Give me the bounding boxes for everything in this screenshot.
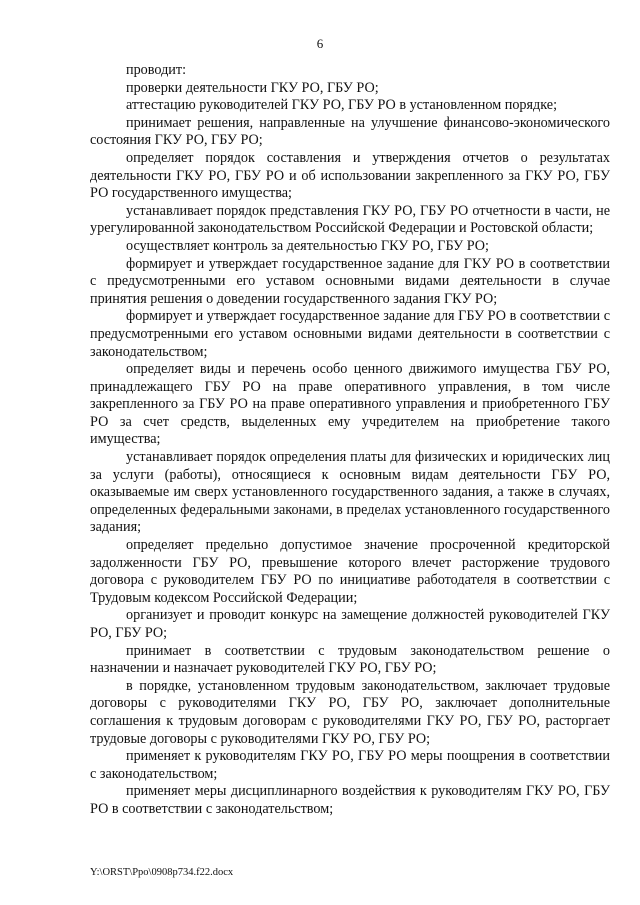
paragraph: устанавливает порядок представления ГКУ РО, ГБУ РО отчетности в части, не урегулированной законодательством Российской Федерации и Ростовской области; [90,202,610,237]
page-number: 6 [316,36,324,51]
paragraph: определяет предельно допустимое значение просроченной кредиторской задолженности ГБУ РО, превышение которого влечет расторжение трудового договора с руководителем ГБУ РО по инициативе работодателя в соответствии с Трудовым кодексом Российской Федерации; [90,537,610,606]
paragraph: в порядке, установленном трудовым законодательством, заключает трудовые договоры с руководителями ГКУ РО, ГБУ РО, заключает дополнительные соглашения к трудовым договорам с руководителями ГКУ РО, ГБУ РО, расторгает трудовые договоры с руководителями ГКУ РО, ГБУ РО; [90,677,610,747]
paragraph: проверки деятельности ГКУ РО, ГБУ РО; [126,79,379,96]
paragraph: организует и проводит конкурс на замещение должностей руководителей ГКУ РО, ГБУ РО; [90,607,610,641]
paragraph: аттестацию руководителей ГКУ РО, ГБУ РО в установленном порядке; [126,97,558,114]
paragraph: принимает в соответствии с трудовым законодательством решение о назначении и назначает руководителей ГКУ РО, ГБУ РО; [90,642,610,677]
paragraph: устанавливает порядок определения платы для физических и юридических лиц за услуги (работы), относящиеся к основным видам деятельности ГБУ РО, оказываемые им сверх установленного государственного задания, а также в случаях, определенных федеральными законами, в пределах установленного государственного задания; [90,449,610,536]
paragraph: проводит: [126,62,187,78]
paragraph: определяет порядок составления и утверждения отчетов о результатах деятельности ГКУ РО, ГБУ РО и об использовании закрепленного за ГКУ РО, ГБУ РО государственного имущества; [90,149,610,202]
paragraph: применяет меры дисциплинарного воздействия к руководителям ГКУ РО, ГБУ РО в соответствии с законодательством; [90,783,610,817]
document-body [90,62,610,819]
paragraph: осуществляет контроль за деятельностью ГКУ РО, ГБУ РО; [126,237,489,254]
footer-file-path: Y:\ORST\Ppo\0908p734.f22.docx [90,867,234,878]
paragraph: формирует и утверждает государственное задание для ГБУ РО в соответствии с предусмотренными его уставом основными видами деятельности в соответствии с законодательством; [90,308,610,360]
paragraph: формирует и утверждает государственное задание для ГКУ РО в соответствии с предусмотренными его уставом основными видами деятельности в случае принятия решения о доведении государственного задания ГКУ РО; [90,255,610,307]
paragraph: принимает решения, направленные на улучшение финансово-экономического состояния ГКУ РО, ГБУ РО; [90,114,610,149]
paragraph: определяет виды и перечень особо ценного движимого имущества ГБУ РО, принадлежащего ГБУ РО на праве оперативного управления, в том числе закрепленного за ГБУ РО на праве оперативного управления и приобретенного ГБУ РО за счет средств, выделенных ему учредителем на приобретение такого имущества; [90,361,610,448]
paragraph: применяет к руководителям ГКУ РО, ГБУ РО меры поощрения в соответствии с законодательством; [90,748,610,782]
